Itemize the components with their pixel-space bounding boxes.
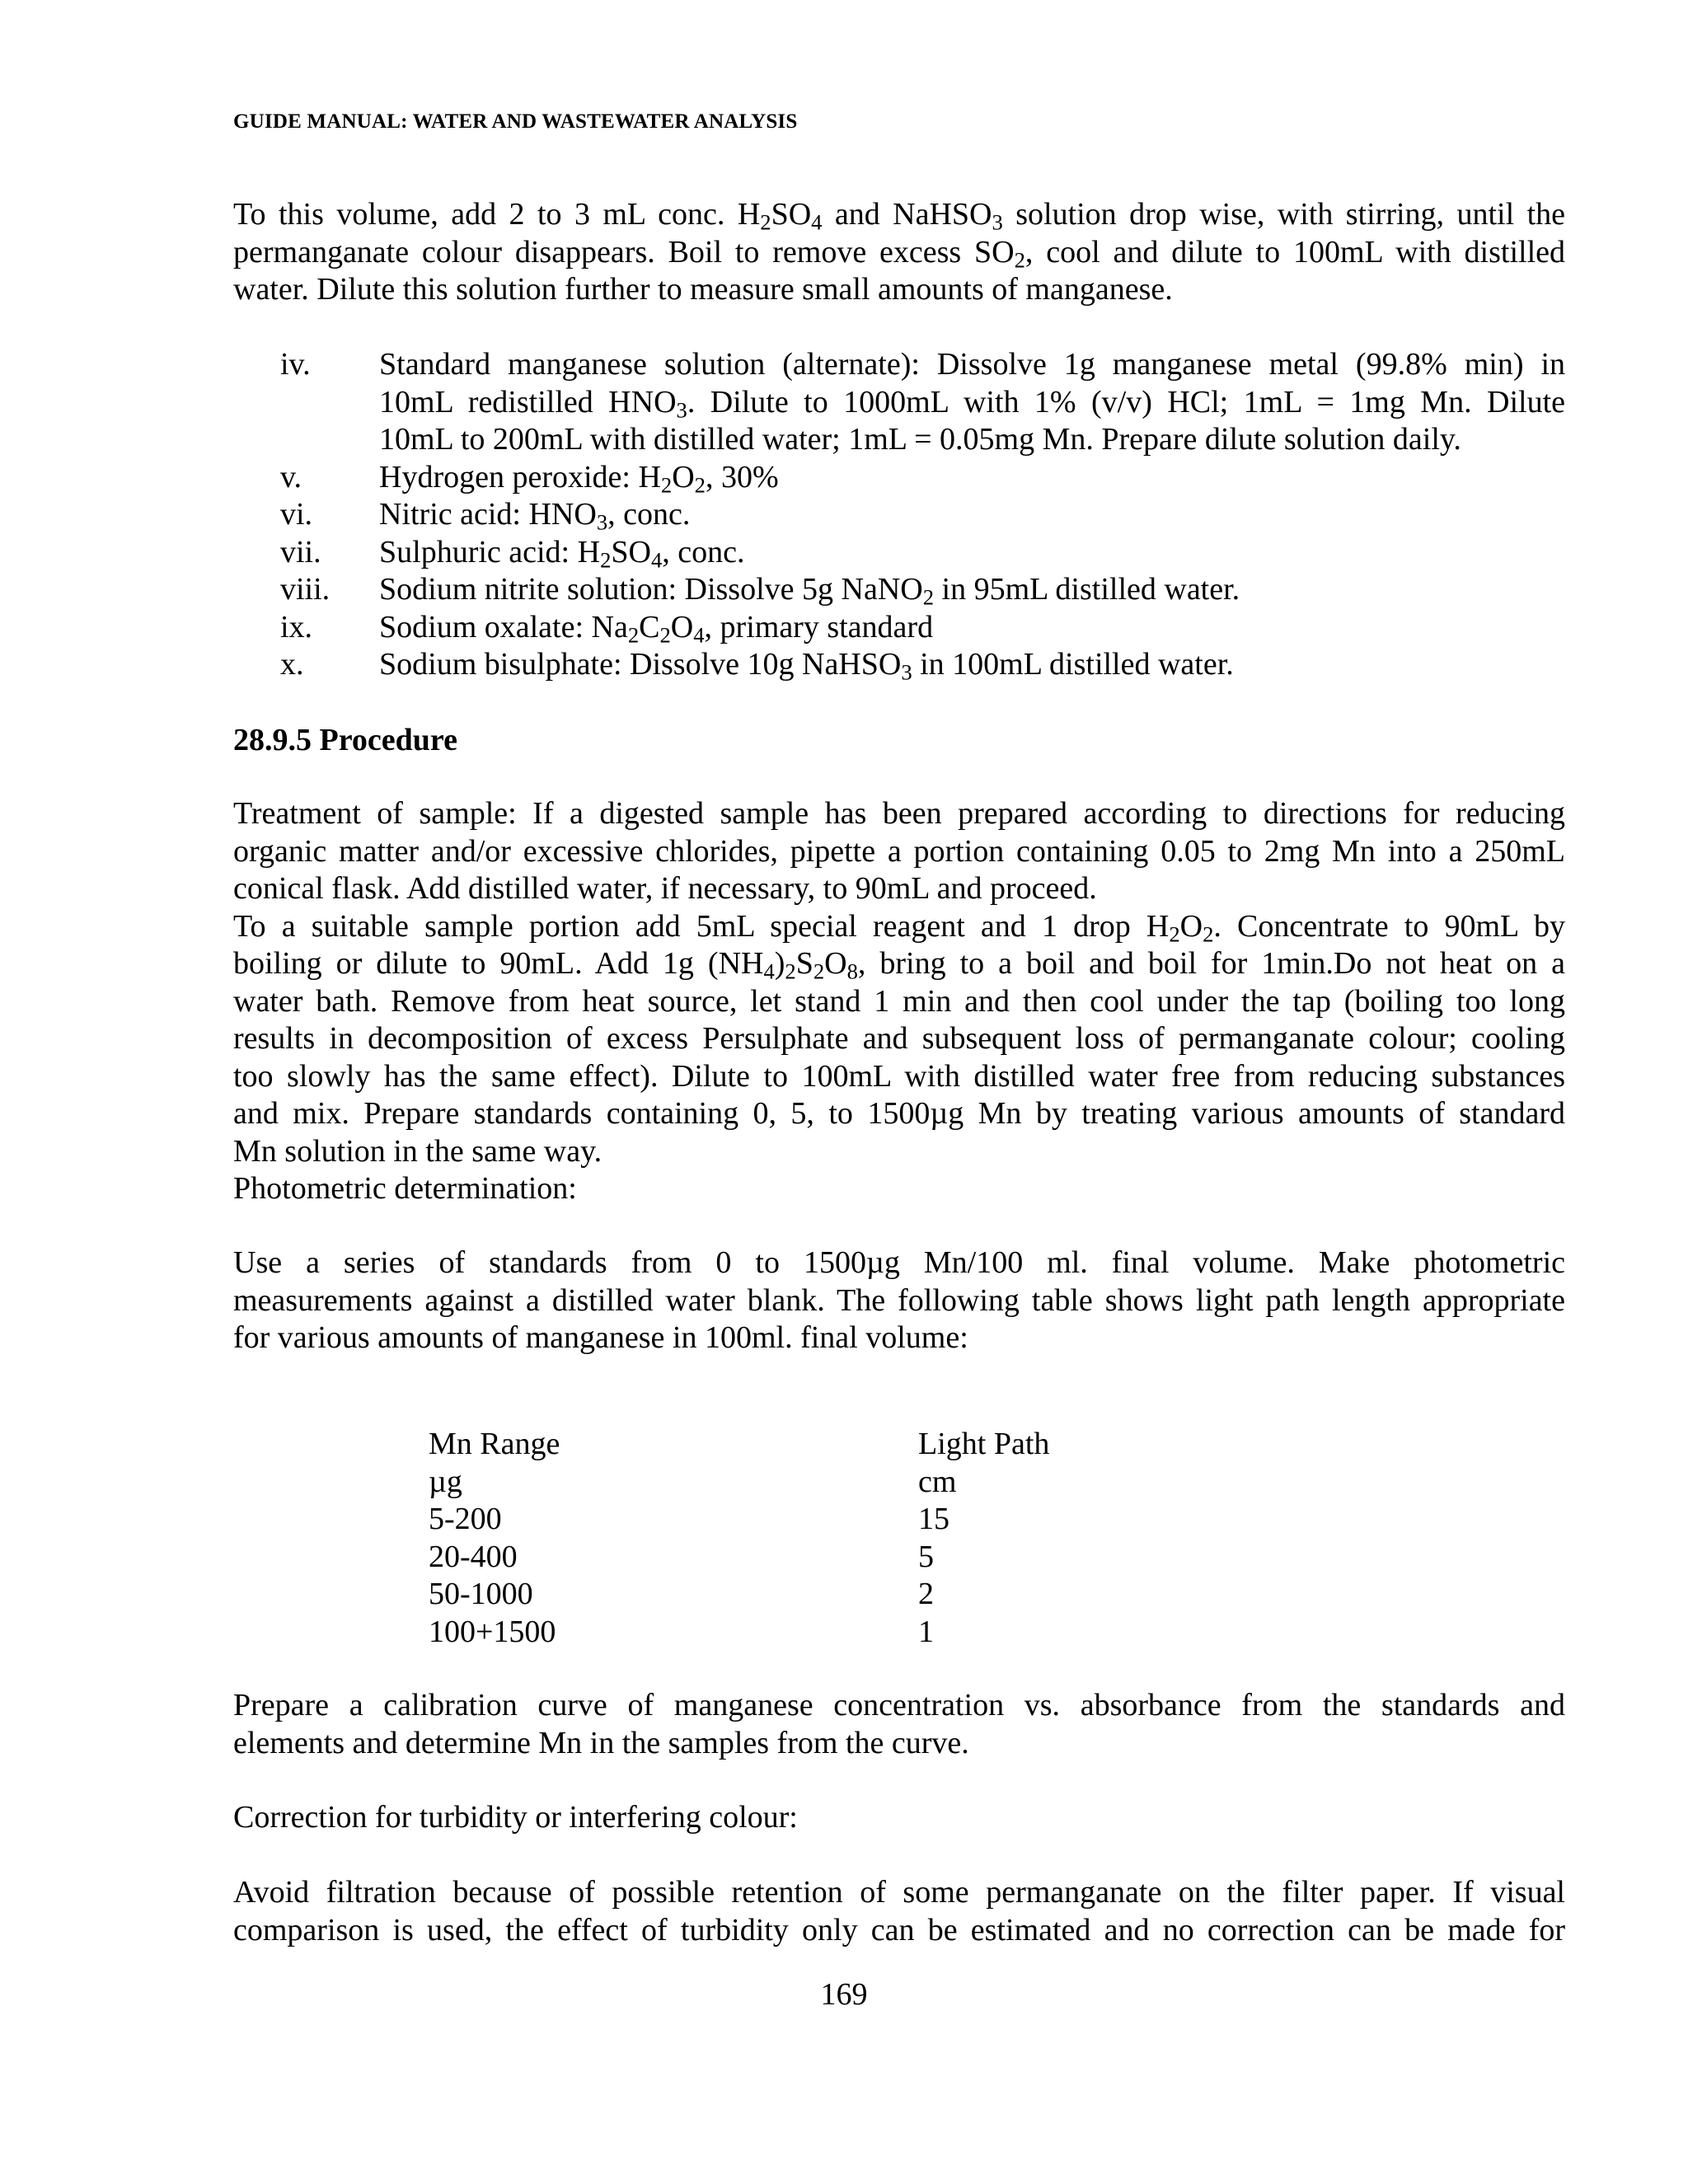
text-line: water. Dilute this solution further to measure small amounts of manganese. bbox=[233, 272, 1173, 307]
list-item bbox=[233, 534, 1565, 572]
running-header: GUIDE MANUAL: WATER AND WASTEWATER ANALYSIS bbox=[233, 110, 798, 133]
list-number: iv. bbox=[280, 347, 311, 382]
text-line: Use a series of standards from 0 to 1500µg Mn/100 ml. final volume. Make photometric bbox=[233, 1245, 1565, 1280]
text-line: Mn solution in the same way. bbox=[233, 1133, 603, 1169]
text-line: Photometric determination: bbox=[233, 1171, 577, 1206]
text-line: conical flask. Add distilled water, if necessary, to 90mL and proceed. bbox=[233, 871, 1097, 906]
list-item bbox=[233, 609, 1565, 647]
text-line: Nitric acid: $HNO_3$, conc. bbox=[379, 497, 691, 535]
text-line: permanganate colour disappears. Boil to remove excess $SO_2$, cool and dilute to 100mL with distilled bbox=[233, 234, 1566, 273]
text-line: results in decomposition of excess Persulphate and subsequent loss of permanganate colour; cooling bbox=[233, 1021, 1565, 1056]
list-number: vii. bbox=[280, 534, 321, 569]
list-item bbox=[233, 571, 1565, 609]
reagent-list bbox=[233, 346, 1565, 684]
table-cell: 20-400 bbox=[429, 1539, 518, 1574]
text-line: 10mL to 200mL with distilled water; 1mL = 0.05mg Mn. Prepare dilute solution daily. bbox=[379, 422, 1461, 457]
text-line: Correction for turbidity or interfering colour: bbox=[233, 1800, 798, 1835]
list-number: ix. bbox=[280, 609, 313, 644]
text-line: boiling or dilute to 90mL. Add 1g $(NH_4)_2S_2O_8$, bring to a boil and boil for 1min.Do not heat on a bbox=[233, 946, 1566, 984]
text-line: for various amounts of manganese in 100ml. final volume: bbox=[233, 1320, 968, 1355]
text-line: Avoid filtration because of possible retention of some permanganate on the filter paper. If visual bbox=[233, 1875, 1565, 1910]
text-line: Sulphuric acid: $H_2SO_4$, conc. bbox=[379, 534, 745, 573]
table-cell: 50-1000 bbox=[429, 1577, 533, 1611]
text-line: Treatment of sample: If a digested sample has been prepared according to directions for reducing bbox=[233, 796, 1565, 831]
text-line: To this volume, add 2 to 3 mL conc. $H_2SO_4$ and NaHSO$_3$ solution drop wise, with stirring, until the bbox=[233, 197, 1565, 235]
text-line: Hydrogen peroxide: $H_2O_2$, 30% bbox=[379, 459, 779, 498]
table-cell: 100+1500 bbox=[429, 1614, 556, 1649]
section-heading: 28.9.5 Procedure bbox=[233, 723, 457, 757]
intro-paragraph bbox=[233, 196, 1565, 309]
table-cell: 2 bbox=[918, 1577, 934, 1611]
list-item bbox=[233, 646, 1565, 684]
text-line: Standard manganese solution (alternate): Dissolve 1g manganese metal (99.8% min) in bbox=[379, 347, 1565, 382]
list-item bbox=[233, 459, 1565, 497]
text-line: Prepare a calibration curve of manganese concentration vs. absorbance from the standards and bbox=[233, 1688, 1565, 1722]
text-line: To a suitable sample portion add 5mL special reagent and 1 drop $H_2O_2$. Concentrate to 90mL by bbox=[233, 908, 1565, 947]
table-cell: 15 bbox=[918, 1502, 950, 1536]
text-line: 10mL redistilled $HNO_3$. Dilute to 1000mL with 1% (v/v) HCl; 1mL = 1mg Mn. Dilute bbox=[379, 384, 1565, 423]
list-number: vi. bbox=[280, 497, 313, 532]
photometric-paragraph bbox=[233, 1244, 1565, 1357]
procedure-paragraph bbox=[233, 795, 1565, 1208]
list-number: v. bbox=[280, 459, 302, 494]
table-header-cell: Mn Range bbox=[429, 1427, 560, 1461]
page-number: 169 bbox=[820, 1977, 868, 2012]
text-line: Sodium nitrite solution: Dissolve 5g NaNO$_2$ in 95mL distilled water. bbox=[379, 572, 1240, 610]
table-header-cell: Light Path bbox=[918, 1427, 1050, 1461]
table-cell: 5 bbox=[918, 1539, 934, 1574]
text-line: organic matter and/or excessive chlorides, pipette a portion containing 0.05 to 2mg Mn into a 250mL bbox=[233, 833, 1565, 869]
text-line: too slowly has the same effect). Dilute to 100mL with distilled water free from reducing substances bbox=[233, 1058, 1565, 1094]
text-line: Sodium bisulphate: Dissolve 10g NaHSO$_3$ in 100mL distilled water. bbox=[379, 647, 1234, 685]
text-line: comparison is used, the effect of turbidity only can be estimated and no correction can be made for bbox=[233, 1912, 1565, 1947]
table-unit-cell: µg bbox=[429, 1464, 462, 1499]
table-cell: 5-200 bbox=[429, 1502, 502, 1536]
calibration-paragraph bbox=[233, 1687, 1565, 1762]
list-number: viii. bbox=[280, 572, 331, 607]
text-line: Sodium oxalate: $Na_2C_2O_4$, primary standard bbox=[379, 609, 934, 648]
text-line: elements and determine Mn in the samples from the curve. bbox=[233, 1725, 969, 1760]
text-line: and mix. Prepare standards containing 0, 5, to 1500µg Mn by treating various amounts of standard bbox=[233, 1096, 1565, 1131]
table-unit-cell: cm bbox=[918, 1464, 957, 1499]
list-number: x. bbox=[280, 647, 304, 682]
filtration-paragraph bbox=[233, 1874, 1565, 1949]
list-item bbox=[233, 346, 1565, 459]
text-line: water bath. Remove from heat source, let stand 1 min and then cool under the tap (boiling too long bbox=[233, 983, 1565, 1019]
table-cell: 1 bbox=[918, 1614, 934, 1649]
text-line: measurements against a distilled water blank. The following table shows light path length appropriate bbox=[233, 1282, 1565, 1318]
correction-heading bbox=[233, 1799, 1565, 1837]
list-item bbox=[233, 496, 1565, 534]
